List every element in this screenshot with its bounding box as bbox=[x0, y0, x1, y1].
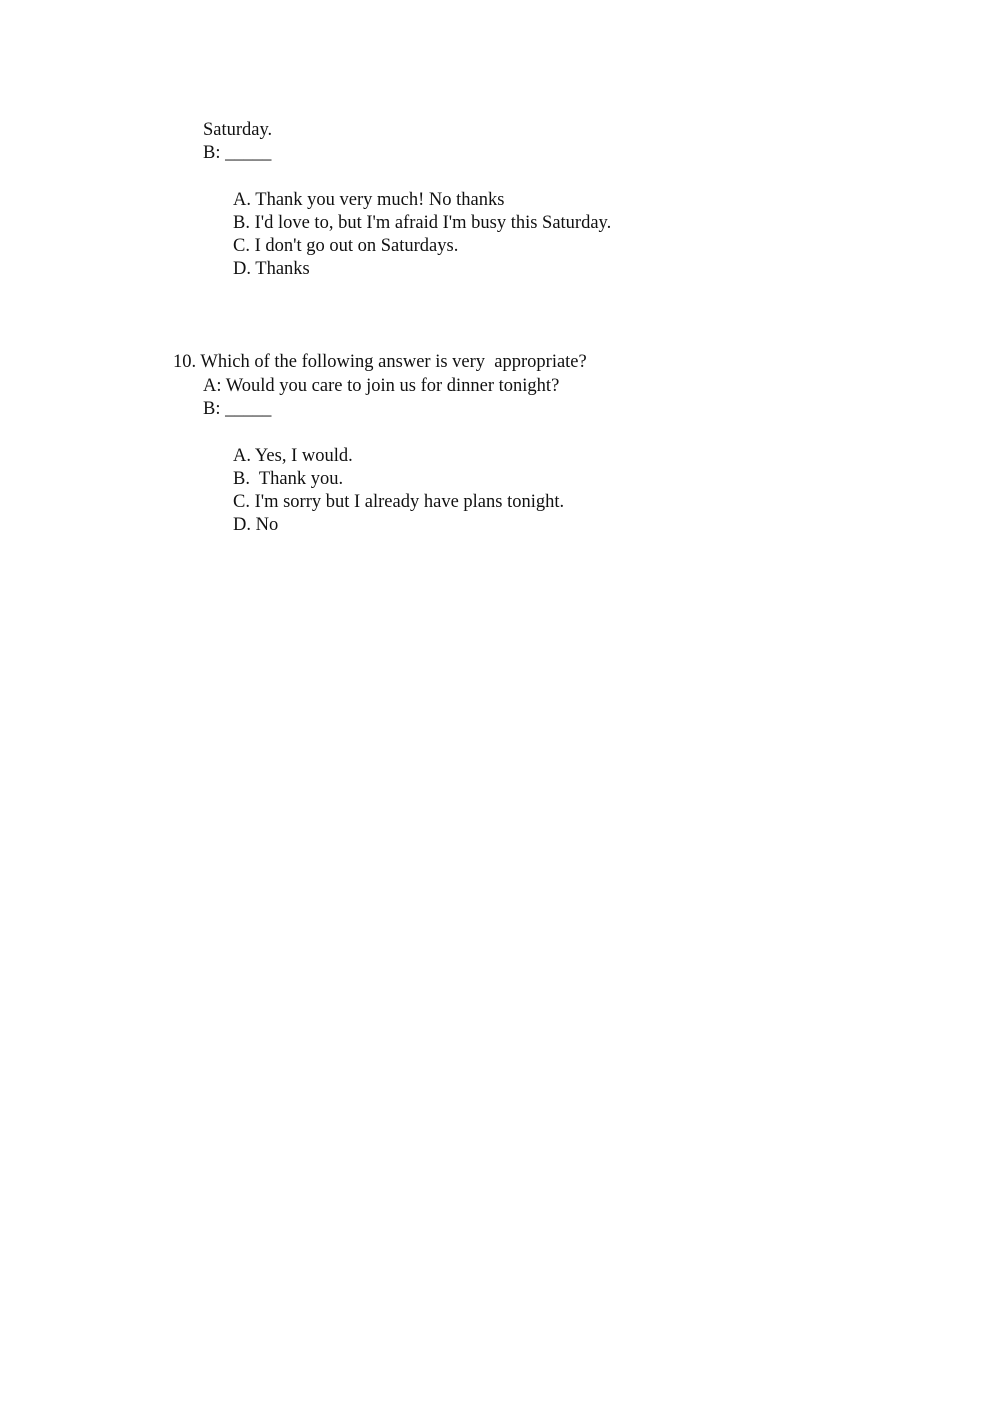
question-10-option-c[interactable]: C. I'm sorry but I already have plans tonight. bbox=[233, 492, 565, 512]
question-9-option-a[interactable]: A. Thank you very much! No thanks bbox=[233, 190, 505, 210]
question-10-option-b[interactable]: B. Thank you. bbox=[233, 469, 344, 489]
question-9-option-d[interactable]: D. Thanks bbox=[233, 259, 310, 279]
question-9-b-line: B: _____ bbox=[203, 143, 272, 163]
question-9-option-b[interactable]: B. I'd love to, but I'm afraid I'm busy this Saturday. bbox=[233, 213, 612, 233]
question-10-option-d[interactable]: D. No bbox=[233, 515, 279, 535]
question-10-text: 10. Which of the following answer is very appropriate? bbox=[173, 352, 587, 372]
question-9-prompt-end: Saturday. bbox=[203, 120, 273, 140]
question-9-option-c[interactable]: C. I don't go out on Saturdays. bbox=[233, 236, 459, 256]
question-10-option-a[interactable]: A. Yes, I would. bbox=[233, 446, 353, 466]
question-10-a-line: A: Would you care to join us for dinner tonight? bbox=[203, 376, 560, 396]
question-10-b-line: B: _____ bbox=[203, 399, 272, 419]
